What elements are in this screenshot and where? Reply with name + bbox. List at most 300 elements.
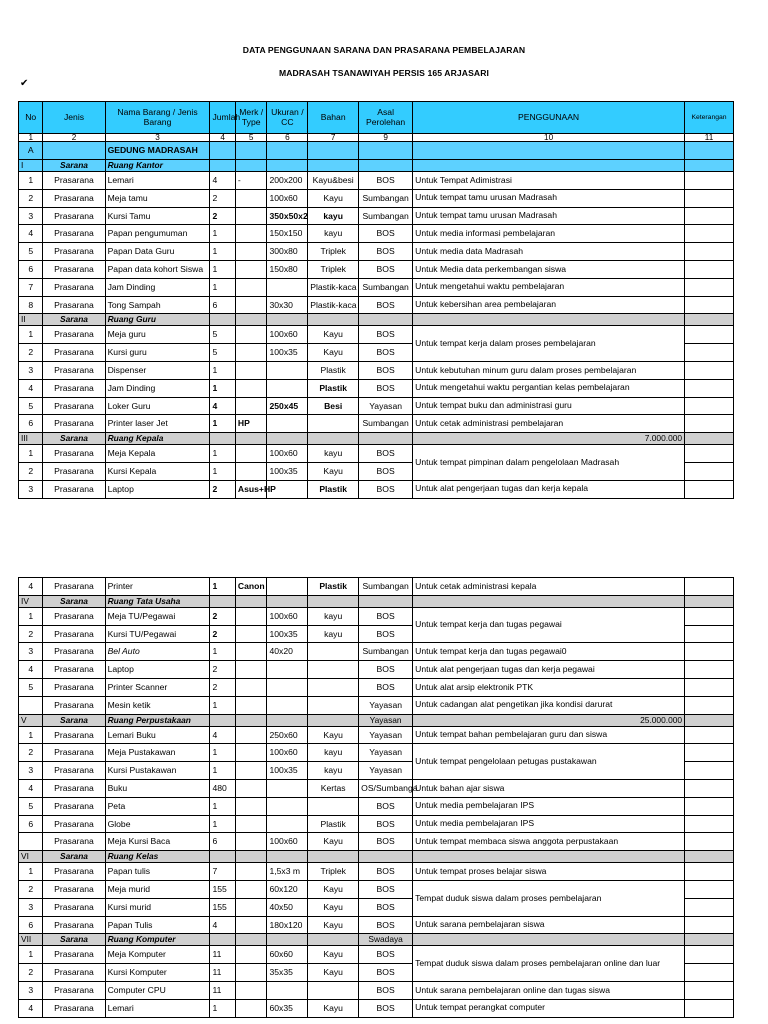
row-no: 1 <box>19 946 43 964</box>
row-penggunaan: Tempat duduk siswa dalam proses pembelajaran <box>413 880 685 916</box>
row-asal: Sumbangan <box>359 643 413 661</box>
row-jenis: Prasarana <box>43 661 105 679</box>
row-keterangan <box>685 344 734 362</box>
row-jumlah: 6 <box>210 296 235 314</box>
table-row <box>19 833 734 851</box>
table-row <box>19 361 734 379</box>
row-jenis: Prasarana <box>43 462 105 480</box>
row-penggunaan: Untuk tempat perangkat computer <box>413 999 685 1017</box>
row-bahan: Plastik <box>308 578 359 596</box>
row-bahan: kayu <box>308 445 359 463</box>
row-penggunaan: Untuk tempat bahan pembelajaran guru dan siswa <box>413 726 685 744</box>
row-asal: BOS <box>359 225 413 243</box>
row-penggunaan: Untuk tempat tamu urusan Madrasah <box>413 189 685 207</box>
row-keterangan <box>685 189 734 207</box>
row-jumlah: 1 <box>210 696 235 714</box>
col-number: 4 <box>210 134 235 142</box>
row-ukuran: 60x60 <box>267 946 308 964</box>
row-keterangan <box>685 278 734 296</box>
row-merk <box>235 260 267 278</box>
row-jumlah: 11 <box>210 946 235 964</box>
row-penggunaan: Untuk Media data perkembangan siswa <box>413 260 685 278</box>
section-amount <box>413 851 685 863</box>
section-cell <box>267 314 308 326</box>
row-nama: Buku <box>105 779 210 797</box>
row-nama: Globe <box>105 815 210 833</box>
row-bahan: Plastik-kaca <box>308 296 359 314</box>
col-header-ukuran: Ukuran / CC <box>267 102 308 134</box>
row-bahan: Kertas <box>308 779 359 797</box>
row-no: 3 <box>19 361 43 379</box>
row-nama: Kursi guru <box>105 344 210 362</box>
section-jenis: Sarana <box>43 934 105 946</box>
row-nama: Loker Guru <box>105 397 210 415</box>
row-penggunaan: Untuk kebersihan area pembelajaran <box>413 296 685 314</box>
row-no: 5 <box>19 797 43 815</box>
section-cell <box>235 851 267 863</box>
inventory-table-part-1 <box>18 101 734 499</box>
row-keterangan <box>685 815 734 833</box>
row-ukuran: 150x150 <box>267 225 308 243</box>
row-bahan: Plastik <box>308 379 359 397</box>
col-number: 1 <box>19 134 43 142</box>
row-merk <box>235 678 267 696</box>
row-merk <box>235 898 267 916</box>
row-keterangan <box>685 661 734 679</box>
row-ukuran <box>267 696 308 714</box>
row-jenis: Prasarana <box>43 480 105 498</box>
col-number: 10 <box>413 134 685 142</box>
col-header-bahan: Bahan <box>308 102 359 134</box>
section-cell <box>267 714 308 726</box>
row-penggunaan: Untuk tempat pengelolaan petugas pustakawan <box>413 744 685 780</box>
row-bahan <box>308 797 359 815</box>
section-asal: Swadaya <box>359 934 413 946</box>
row-no: 2 <box>19 462 43 480</box>
row-ukuran: 100x60 <box>267 607 308 625</box>
row-nama: Meja Komputer <box>105 946 210 964</box>
col-number: 7 <box>308 134 359 142</box>
row-no: 2 <box>19 964 43 982</box>
table-row <box>19 243 734 261</box>
table-row <box>19 225 734 243</box>
row-bahan: kayu <box>308 762 359 780</box>
row-nama: Jam Dinding <box>105 379 210 397</box>
row-jumlah: 2 <box>210 480 235 498</box>
row-keterangan <box>685 260 734 278</box>
row-ukuran: 40x20 <box>267 643 308 661</box>
row-jenis: Prasarana <box>43 916 105 934</box>
row-penggunaan: Untuk tempat buku dan administrasi guru <box>413 397 685 415</box>
row-bahan <box>308 678 359 696</box>
section-asal <box>359 433 413 445</box>
row-asal: BOS <box>359 445 413 463</box>
section-name: Ruang Guru <box>105 314 210 326</box>
row-keterangan <box>685 243 734 261</box>
row-jumlah: 5 <box>210 326 235 344</box>
section-name: Ruang Kelas <box>105 851 210 863</box>
row-jumlah: 4 <box>210 726 235 744</box>
row-nama: Kursi Kepala <box>105 462 210 480</box>
row-penggunaan: Untuk kebutuhan minum guru dalam proses pembelajaran <box>413 361 685 379</box>
row-nama: Papan Tulis <box>105 916 210 934</box>
section-asal: Yayasan <box>359 714 413 726</box>
section-cell <box>685 595 734 607</box>
row-penggunaan: Untuk tempat pimpinan dalam pengelolaan Madrasah <box>413 445 685 481</box>
group-name: GEDUNG MADRASAH <box>105 142 210 160</box>
row-bahan: Triplek <box>308 863 359 881</box>
row-merk <box>235 326 267 344</box>
section-jenis: Sarana <box>43 595 105 607</box>
row-bahan: Plastik-kaca <box>308 278 359 296</box>
row-penggunaan: Untuk tempat kerja dan tugas pegawai0 <box>413 643 685 661</box>
table-row <box>19 916 734 934</box>
row-keterangan <box>685 296 734 314</box>
row-penggunaan: Untuk media data Madrasah <box>413 243 685 261</box>
row-nama: Meja tamu <box>105 189 210 207</box>
row-no: 7 <box>19 278 43 296</box>
row-jenis: Prasarana <box>43 762 105 780</box>
row-ukuran <box>267 415 308 433</box>
row-nama: Kursi murid <box>105 898 210 916</box>
table-row <box>19 797 734 815</box>
row-bahan: Plastik <box>308 361 359 379</box>
row-jenis: Prasarana <box>43 981 105 999</box>
row-bahan: Kayu <box>308 326 359 344</box>
row-jenis: Prasarana <box>43 207 105 225</box>
row-no: 4 <box>19 779 43 797</box>
row-merk <box>235 863 267 881</box>
row-no: 6 <box>19 415 43 433</box>
row-merk <box>235 344 267 362</box>
row-nama: Meja TU/Pegawai <box>105 607 210 625</box>
row-bahan: Besi <box>308 397 359 415</box>
row-jenis: Prasarana <box>43 344 105 362</box>
row-jumlah: 155 <box>210 898 235 916</box>
table-row <box>19 607 734 625</box>
row-ukuran: 100x60 <box>267 326 308 344</box>
section-cell <box>210 314 235 326</box>
section-jenis: Sarana <box>43 714 105 726</box>
section-cell <box>267 595 308 607</box>
row-jenis: Prasarana <box>43 415 105 433</box>
section-row <box>19 433 734 445</box>
row-no: 3 <box>19 898 43 916</box>
row-jumlah: 2 <box>210 607 235 625</box>
row-asal: BOS <box>359 296 413 314</box>
row-asal: BOS <box>359 625 413 643</box>
table-row <box>19 880 734 898</box>
row-no: 2 <box>19 344 43 362</box>
section-row <box>19 595 734 607</box>
row-no: 3 <box>19 762 43 780</box>
row-penggunaan: Untuk tempat kerja dalam proses pembelajaran <box>413 326 685 362</box>
row-keterangan <box>685 797 734 815</box>
section-cell <box>685 314 734 326</box>
row-keterangan <box>685 898 734 916</box>
row-asal: BOS <box>359 833 413 851</box>
row-merk <box>235 833 267 851</box>
row-no: 4 <box>19 578 43 596</box>
row-ukuran: 100x60 <box>267 445 308 463</box>
row-jenis: Prasarana <box>43 898 105 916</box>
row-keterangan <box>685 462 734 480</box>
row-jenis: Prasarana <box>43 726 105 744</box>
row-jenis: Prasarana <box>43 189 105 207</box>
row-ukuran: 100x35 <box>267 762 308 780</box>
row-ukuran: 250x45 <box>267 397 308 415</box>
row-nama: Lemari Buku <box>105 726 210 744</box>
row-nama: Kursi Pustakawan <box>105 762 210 780</box>
section-cell <box>308 595 359 607</box>
row-nama: Computer CPU <box>105 981 210 999</box>
section-cell <box>267 934 308 946</box>
row-jenis: Prasarana <box>43 744 105 762</box>
row-no: 4 <box>19 999 43 1017</box>
row-ukuran: 100x60 <box>267 189 308 207</box>
row-keterangan <box>685 726 734 744</box>
row-ukuran: 250x60 <box>267 726 308 744</box>
row-jenis: Prasarana <box>43 625 105 643</box>
section-name: Ruang Perpustakaan <box>105 714 210 726</box>
row-nama: Papan data kohort Siswa <box>105 260 210 278</box>
row-jenis: Prasarana <box>43 172 105 190</box>
row-nama: Mesin ketik <box>105 696 210 714</box>
row-penggunaan: Untuk media pembelajaran IPS <box>413 797 685 815</box>
column-number-row <box>19 134 734 142</box>
section-row <box>19 934 734 946</box>
row-keterangan <box>685 999 734 1017</box>
row-ukuran <box>267 797 308 815</box>
section-cell <box>685 160 734 172</box>
row-bahan: Kayu <box>308 726 359 744</box>
row-asal: Sumbangan <box>359 415 413 433</box>
row-asal: BOS <box>359 898 413 916</box>
row-ukuran: 60x35 <box>267 999 308 1017</box>
section-jenis: Sarana <box>43 433 105 445</box>
table-row <box>19 296 734 314</box>
table-row <box>19 744 734 762</box>
section-no: I <box>19 160 43 172</box>
section-cell <box>210 934 235 946</box>
row-asal: BOS <box>359 981 413 999</box>
row-asal: Sumbangan <box>359 207 413 225</box>
row-nama: Papan pengumuman <box>105 225 210 243</box>
section-no: V <box>19 714 43 726</box>
table-row <box>19 397 734 415</box>
row-no: 4 <box>19 661 43 679</box>
row-merk <box>235 916 267 934</box>
header-row <box>19 102 734 134</box>
col-header-keterangan: Keterangan <box>685 102 734 134</box>
row-keterangan <box>685 480 734 498</box>
row-nama: Printer <box>105 578 210 596</box>
row-asal: BOS <box>359 999 413 1017</box>
row-asal: Yayasan <box>359 397 413 415</box>
row-ukuran <box>267 361 308 379</box>
col-number: 3 <box>105 134 210 142</box>
row-bahan: Triplek <box>308 260 359 278</box>
group-cell <box>413 142 685 160</box>
row-asal: Yayasan <box>359 744 413 762</box>
row-asal: BOS <box>359 880 413 898</box>
row-bahan: Kayu <box>308 964 359 982</box>
row-asal: BOS <box>359 361 413 379</box>
row-asal: BOS <box>359 661 413 679</box>
row-jumlah: 1 <box>210 797 235 815</box>
inventory-table-part-2 <box>18 577 734 1018</box>
section-name: Ruang Kepala <box>105 433 210 445</box>
row-jumlah: 7 <box>210 863 235 881</box>
section-amount <box>413 314 685 326</box>
section-amount <box>413 934 685 946</box>
row-nama: Kursi Tamu <box>105 207 210 225</box>
row-jenis: Prasarana <box>43 964 105 982</box>
row-keterangan <box>685 361 734 379</box>
row-jumlah: 11 <box>210 964 235 982</box>
col-header-jumlah: Jumlah <box>210 102 235 134</box>
row-ukuran: 100x35 <box>267 344 308 362</box>
section-name: Ruang Komputer <box>105 934 210 946</box>
row-jumlah: 2 <box>210 207 235 225</box>
table-row <box>19 445 734 463</box>
row-jumlah: 480 <box>210 779 235 797</box>
row-asal: Yayasan <box>359 762 413 780</box>
row-jenis: Prasarana <box>43 578 105 596</box>
row-bahan <box>308 643 359 661</box>
section-cell <box>235 714 267 726</box>
section-cell <box>235 160 267 172</box>
section-row <box>19 714 734 726</box>
row-keterangan <box>685 397 734 415</box>
row-keterangan <box>685 415 734 433</box>
row-merk <box>235 981 267 999</box>
row-jenis: Prasarana <box>43 397 105 415</box>
row-jumlah: 4 <box>210 397 235 415</box>
row-jumlah: 1 <box>210 643 235 661</box>
section-asal <box>359 160 413 172</box>
row-jumlah: 1 <box>210 815 235 833</box>
row-merk <box>235 379 267 397</box>
section-cell <box>267 433 308 445</box>
row-penggunaan: Untuk media pembelajaran IPS <box>413 815 685 833</box>
col-number: 6 <box>267 134 308 142</box>
row-jumlah: 1 <box>210 999 235 1017</box>
row-keterangan <box>685 916 734 934</box>
row-no: 2 <box>19 625 43 643</box>
row-asal: BOS <box>359 243 413 261</box>
row-jumlah: 1 <box>210 243 235 261</box>
table-row <box>19 278 734 296</box>
row-bahan: kayu <box>308 207 359 225</box>
row-asal: Sumbangan <box>359 278 413 296</box>
row-asal: BOS <box>359 815 413 833</box>
row-keterangan <box>685 981 734 999</box>
row-nama: Kursi TU/Pegawai <box>105 625 210 643</box>
row-jumlah: 1 <box>210 225 235 243</box>
row-asal: BOS <box>359 480 413 498</box>
row-ukuran <box>267 815 308 833</box>
row-ukuran <box>267 661 308 679</box>
row-keterangan <box>685 696 734 714</box>
row-nama: Meja Kursi Baca <box>105 833 210 851</box>
row-nama: Papan tulis <box>105 863 210 881</box>
row-keterangan <box>685 379 734 397</box>
section-cell <box>267 160 308 172</box>
row-penggunaan: Untuk alat arsip elektronik PTK <box>413 678 685 696</box>
row-asal: BOS <box>359 326 413 344</box>
col-header-merk: Merk / Type <box>235 102 267 134</box>
row-merk: Canon <box>235 578 267 596</box>
row-penggunaan: Untuk sarana pembelajaran online dan tugas siswa <box>413 981 685 999</box>
group-cell <box>308 142 359 160</box>
row-keterangan <box>685 643 734 661</box>
row-jenis: Prasarana <box>43 797 105 815</box>
row-no: 3 <box>19 480 43 498</box>
row-no: 1 <box>19 726 43 744</box>
row-merk <box>235 607 267 625</box>
table-row <box>19 981 734 999</box>
row-merk <box>235 696 267 714</box>
row-keterangan <box>685 946 734 964</box>
row-merk <box>235 797 267 815</box>
section-cell <box>685 714 734 726</box>
row-merk <box>235 189 267 207</box>
row-jumlah: 2 <box>210 625 235 643</box>
row-jenis: Prasarana <box>43 779 105 797</box>
section-cell <box>235 934 267 946</box>
section-cell <box>210 433 235 445</box>
row-merk <box>235 462 267 480</box>
section-name: Ruang Kantor <box>105 160 210 172</box>
section-row <box>19 160 734 172</box>
row-keterangan <box>685 744 734 762</box>
row-nama: Printer laser Jet <box>105 415 210 433</box>
row-merk <box>235 243 267 261</box>
section-amount: 25.000.000 <box>413 714 685 726</box>
row-asal: BOS <box>359 916 413 934</box>
section-cell <box>210 851 235 863</box>
row-penggunaan: Untuk sarana pembelajaran siswa <box>413 916 685 934</box>
row-nama: Peta <box>105 797 210 815</box>
section-cell <box>235 314 267 326</box>
row-jenis: Prasarana <box>43 643 105 661</box>
row-nama: Jam Dinding <box>105 278 210 296</box>
col-header-penggunaan: PENGGUNAAN <box>413 102 685 134</box>
table-row <box>19 643 734 661</box>
row-jenis: Prasarana <box>43 696 105 714</box>
row-asal: BOS <box>359 260 413 278</box>
section-cell <box>685 851 734 863</box>
row-no: 6 <box>19 260 43 278</box>
col-header-jenis: Jenis <box>43 102 105 134</box>
col-header-no: No <box>19 102 43 134</box>
table-row <box>19 946 734 964</box>
table-row <box>19 172 734 190</box>
row-no: 3 <box>19 207 43 225</box>
row-merk <box>235 744 267 762</box>
row-bahan: Kayu <box>308 189 359 207</box>
section-no: II <box>19 314 43 326</box>
row-jumlah: 2 <box>210 661 235 679</box>
row-nama: Tong Sampah <box>105 296 210 314</box>
row-asal: OS/Sumbanga <box>359 779 413 797</box>
section-amount: 7.000.000 <box>413 433 685 445</box>
row-ukuran <box>267 578 308 596</box>
row-keterangan <box>685 678 734 696</box>
row-no: 2 <box>19 744 43 762</box>
row-jenis: Prasarana <box>43 607 105 625</box>
